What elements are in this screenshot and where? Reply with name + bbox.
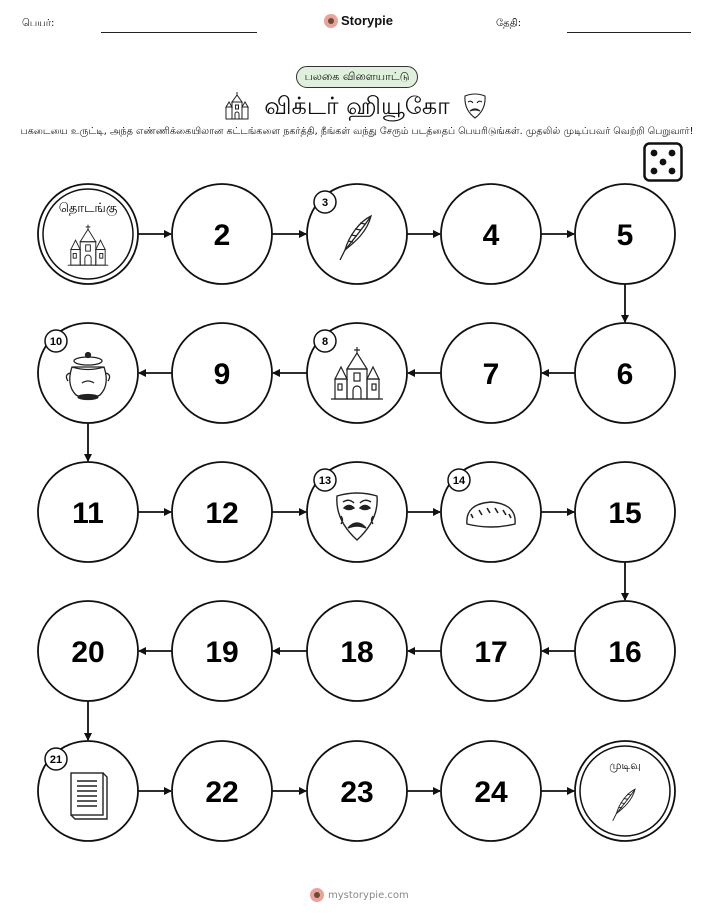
board-cell-23[interactable]: [307, 741, 407, 841]
cell-number-badge: 21: [49, 754, 63, 766]
cell-number-badge: 10: [49, 336, 63, 348]
cell-number-badge: 3: [321, 197, 329, 209]
cell-number: 16: [608, 636, 642, 669]
board-cell-17[interactable]: [441, 601, 541, 701]
board-cell-18[interactable]: [307, 601, 407, 701]
cell-number: 20: [71, 636, 105, 669]
cell-number: 19: [205, 636, 239, 669]
date-label: தேதி:: [496, 18, 522, 29]
brand-name: Storypie: [341, 13, 394, 28]
board-cell-24[interactable]: [441, 741, 541, 841]
board-cell-5[interactable]: [575, 184, 675, 284]
cell-number-badge: 8: [321, 336, 329, 348]
cell-number: 15: [608, 497, 642, 530]
cell-number: 11: [72, 497, 104, 530]
name-label: பெயர்:: [22, 18, 55, 29]
cell-number: 22: [205, 776, 239, 809]
board-cell-14[interactable]: [441, 462, 541, 562]
cell-number: 9: [213, 358, 231, 391]
cell-number-badge: 14: [452, 475, 466, 487]
instructions-text: பகடையை உருட்டி, அந்த எண்ணிக்கையிலான கட்டங்களை நகர்த்தி, நீங்கள் வந்து சேரும் படத்தைப் பெயரிடுங்கள். முதலில் முடிப்பவர் வெற்றி பெறுவார்!: [20, 126, 694, 137]
board-cell-22[interactable]: [172, 741, 272, 841]
cell-number-badge: 13: [318, 475, 332, 487]
board-cell-4[interactable]: [441, 184, 541, 284]
board-cells: [38, 184, 675, 841]
cell-number: 6: [616, 358, 634, 391]
start-label: தொடங்கு: [58, 201, 118, 216]
board-cell-19[interactable]: [172, 601, 272, 701]
board-cell-16[interactable]: [575, 601, 675, 701]
cell-number: 12: [205, 497, 239, 530]
board-cell-20[interactable]: [38, 601, 138, 701]
board-cell-21[interactable]: [38, 741, 138, 841]
board-cell-7[interactable]: [441, 323, 541, 423]
board-cell-2[interactable]: [172, 184, 272, 284]
end-label: முடிவு: [609, 759, 641, 772]
category-badge: பலகை விளையாட்டு: [296, 66, 418, 88]
board-cell-9[interactable]: [172, 323, 272, 423]
board-cell-8[interactable]: [307, 323, 407, 423]
board-cell-10[interactable]: [38, 323, 138, 423]
cell-number: 7: [482, 358, 500, 391]
page-title: விக்டர் ஹியூகோ: [264, 92, 450, 120]
board-cell-25[interactable]: [575, 741, 675, 841]
board-cell-12[interactable]: [172, 462, 272, 562]
board-cell-6[interactable]: [575, 323, 675, 423]
board-cell-1[interactable]: [38, 184, 138, 284]
board-cell-15[interactable]: [575, 462, 675, 562]
board-cell-3[interactable]: [307, 184, 407, 284]
storypie-logo-icon: [310, 888, 324, 902]
board-cell-11[interactable]: [38, 462, 138, 562]
cell-number: 2: [213, 219, 231, 252]
cell-number: 17: [474, 636, 508, 669]
cell-number: 4: [482, 219, 500, 252]
footer-url[interactable]: mystorypie.com: [328, 889, 409, 901]
footer: [310, 888, 409, 902]
board-cell-13[interactable]: [307, 462, 407, 562]
cell-number: 23: [340, 776, 374, 809]
cell-number: 18: [340, 636, 374, 669]
cell-number: 24: [474, 776, 508, 809]
cell-number: 5: [616, 219, 634, 252]
